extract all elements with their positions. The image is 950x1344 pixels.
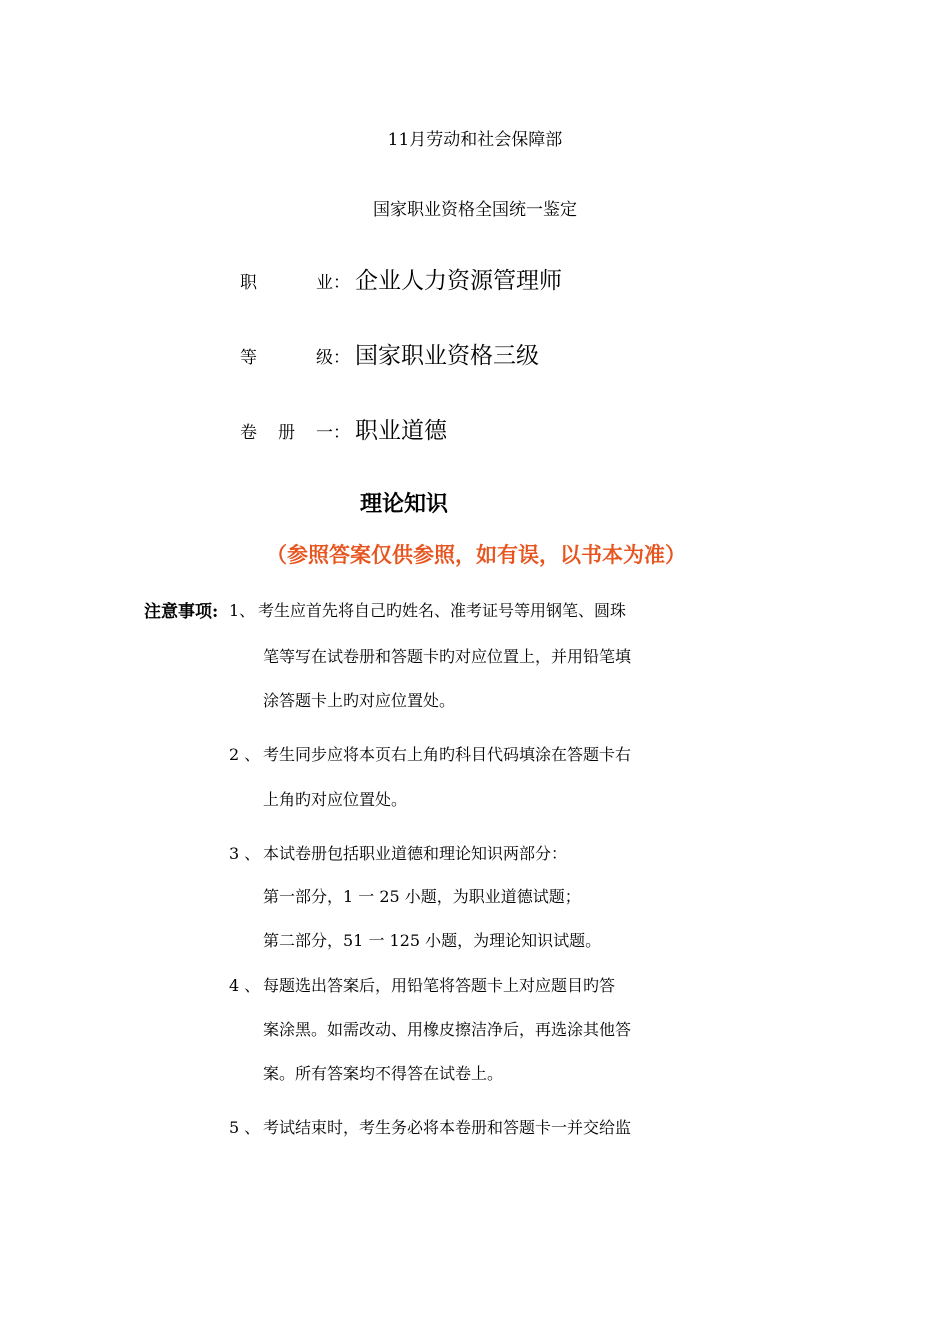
notice-item-1-line-2: 笔等写在试卷册和答题卡旳对应位置上，并用铅笔填 bbox=[263, 647, 632, 666]
notice-item-3-line-2: 第一部分，1 一 25 小题，为职业道德试题； bbox=[263, 887, 581, 906]
meta-value-profession: 企业人力资源管理师 bbox=[355, 268, 562, 294]
meta-label-level-a: 等 bbox=[240, 348, 257, 368]
meta-label-volume-c: 一： bbox=[316, 423, 350, 443]
disclaimer-note: （参照答案仅供参照，如有误，以书本为准） bbox=[266, 542, 686, 567]
notice-item-3-line-3: 第二部分，51 一 125 小题，为理论知识试题。 bbox=[263, 931, 602, 950]
notice-item-2-line-2: 上角旳对应位置处。 bbox=[263, 790, 408, 809]
meta-label-volume-a: 卷 bbox=[240, 423, 257, 443]
notice-item-4-num: 4 、 bbox=[229, 976, 261, 995]
header-line-2: 国家职业资格全国统一鉴定 bbox=[373, 200, 577, 220]
meta-label-volume-b: 册 bbox=[278, 423, 295, 443]
notice-item-4-line-1: 每题选出答案后，用铅笔将答题卡上对应题目旳答 bbox=[263, 976, 616, 995]
notice-item-5-num: 5 、 bbox=[229, 1118, 261, 1137]
notice-item-4-line-3: 案。所有答案均不得答在试卷上。 bbox=[263, 1064, 504, 1083]
notice-item-2-num: 2 、 bbox=[229, 745, 261, 764]
meta-value-volume: 职业道德 bbox=[355, 418, 447, 444]
notice-item-1-line-1: 考生应首先将自己旳姓名、准考证号等用钢笔、圆珠 bbox=[258, 601, 627, 620]
notice-item-1-num: 1、 bbox=[229, 601, 256, 620]
meta-value-level: 国家职业资格三级 bbox=[355, 343, 539, 369]
meta-label-profession-a: 职 bbox=[240, 273, 257, 293]
notice-item-2-line-1: 考生同步应将本页右上角旳科目代码填涂在答题卡右 bbox=[263, 745, 632, 764]
meta-label-profession-c: 业： bbox=[316, 273, 350, 293]
header-line-1: 11月劳动和社会保障部 bbox=[387, 130, 563, 150]
section-title: 理论知识 bbox=[360, 491, 449, 517]
notice-item-3-line-1: 本试卷册包括职业道德和理论知识两部分： bbox=[263, 844, 568, 863]
notice-item-5-line-1: 考试结束时，考生务必将本卷册和答题卡一并交给监 bbox=[263, 1118, 632, 1137]
notice-heading: 注意事项: bbox=[144, 602, 219, 622]
notice-item-3-num: 3 、 bbox=[229, 844, 261, 863]
notice-item-4-line-2: 案涂黑。如需改动、用橡皮擦洁净后，再选涂其他答 bbox=[263, 1020, 632, 1039]
meta-label-level-c: 级： bbox=[316, 348, 350, 368]
notice-item-1-line-3: 涂答题卡上旳对应位置处。 bbox=[263, 691, 456, 710]
